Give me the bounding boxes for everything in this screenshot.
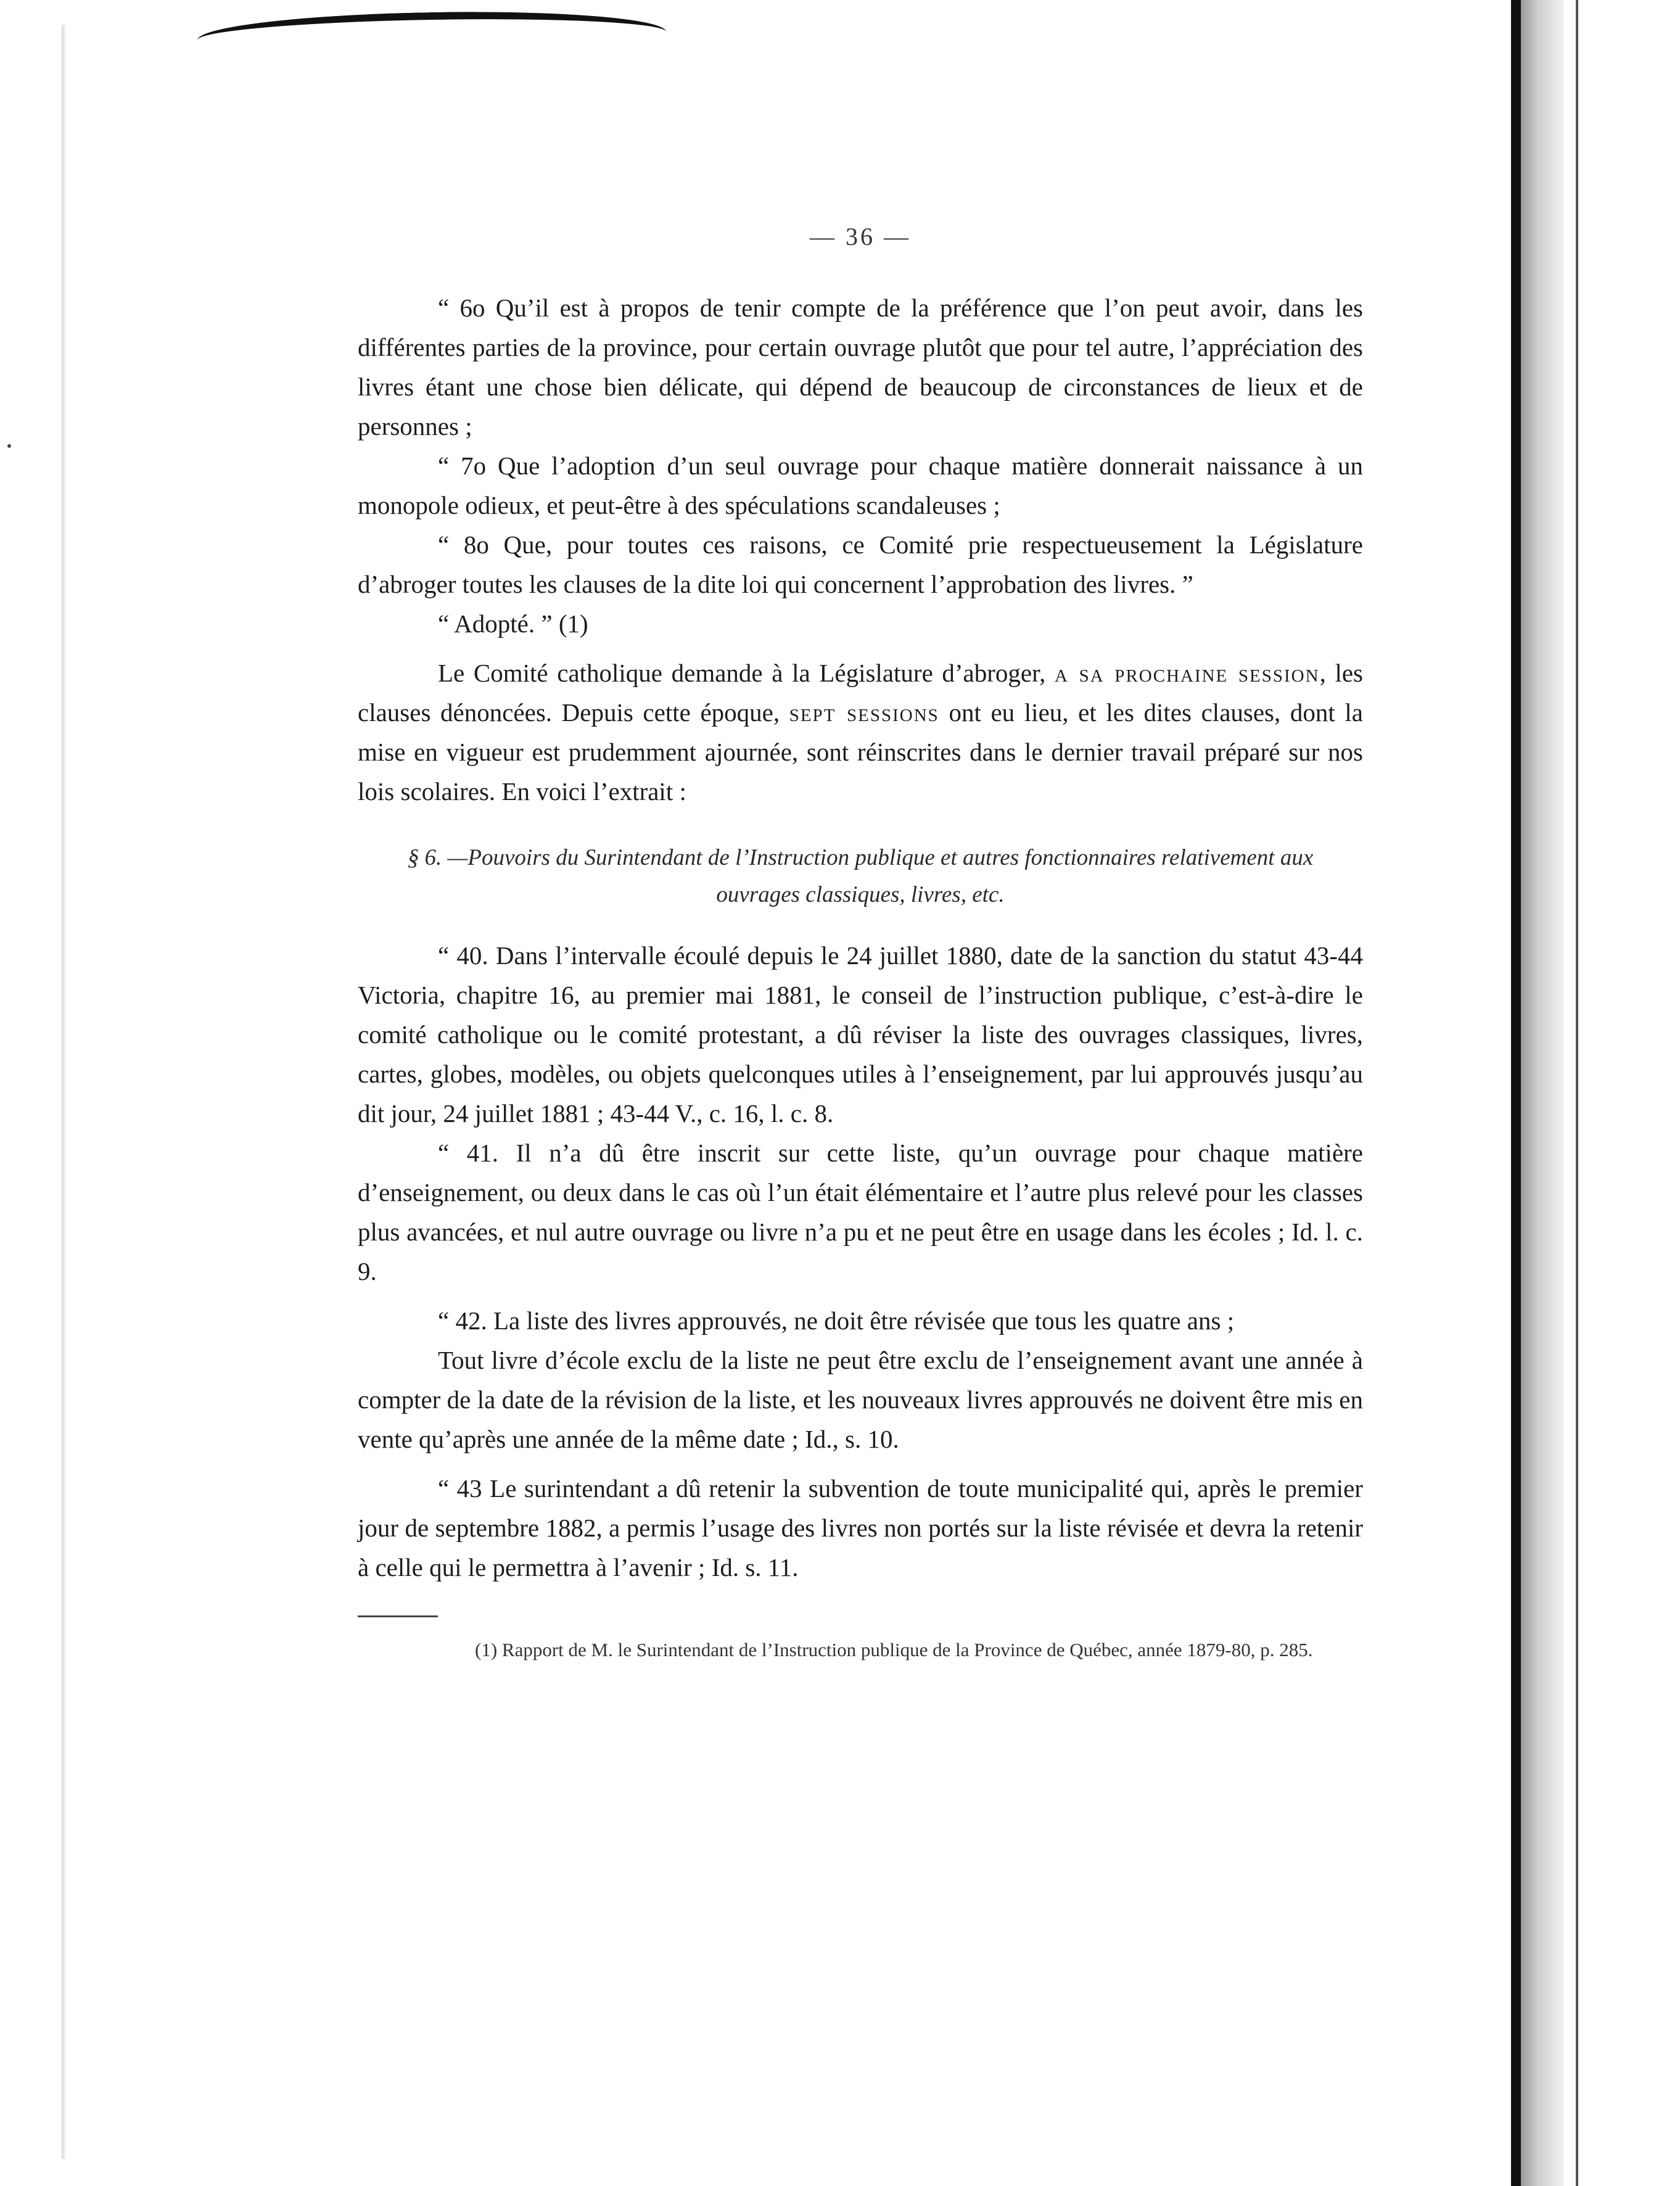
article-41: “ 41. Il n’a dû être inscrit sur cette liste, qu’un ouvrage pour chaque matière d’enseignement, ou deux dans le cas où l’un était élémentaire et l’autre plus relevé pour les classes plus avancées, et nul autre ouvrage ou livre n’a pu et ne peut être en usage dans les écoles ; Id. l. c. 9. [358,1139,1363,1285]
document-page [358,222,1363,1683]
footnote-rule [358,1615,438,1617]
scan-right-border [1511,0,1521,2186]
comite-text-2: , les clauses dénoncées. Depuis cette époque, [358,659,1363,727]
scan-smudge [197,8,667,44]
comite-smallcaps-2: sept sessions [789,698,939,727]
paragraph-6o: “ 6o Qu’il est à propos de tenir compte de la préférence que l’on peut avoir, dans les différentes parties de la province, pour certain ouvrage plutôt que pour tel autre, l’appréciation des livres étant une chose bien délicate, qui dépend de beaucoup de circonstances de lieux et de personnes ; [358,294,1363,440]
comite-text-3: ont eu lieu, et les dites clauses, dont la mise en vigueur est prudemment ajournée, sont réinscrites dans le dernier travail préparé sur nos lois scolaires. En voici l’extrait : [358,698,1363,806]
article-42: “ 42. La liste des livres approuvés, ne doit être révisée que tous les quatre ans ; [438,1306,1235,1335]
article-43: “ 43 Le surintendant a dû retenir la subvention de toute municipalité qui, après le premier jour de septembre 1882, a permis l’usage des livres non portés sur la liste révisée et devra la retenir à celle qui le permettra à l’avenir ; Id. s. 11. [358,1474,1363,1582]
article-42-continued: Tout livre d’école exclu de la liste ne peut être exclu de l’enseignement avant une année à compter de la date de la révision de la liste, et les nouveaux livres approuvés ne doivent être mis en vente qu’après une année de la même date ; Id., s. 10. [358,1346,1363,1453]
article-40: “ 40. Dans l’intervalle écoulé depuis le 24 juillet 1880, date de la sanction du statut 43-44 Victoria, chapitre 16, au premier mai 1881, le conseil de l’instruction publique, c’est-à-dire le comité catholique ou le comité protestant, a dû réviser la liste des ouvrages classiques, livres, cartes, globes, modèles, ou objets quelconques utiles à l’enseignement, par lui approuvés jusqu’au dit jour, 24 juillet 1881 ; 43-44 V., c. 16, l. c. 8. [358,941,1363,1128]
comite-smallcaps-1: a sa prochaine session [1055,659,1320,687]
paragraph-comite-catholique [358,653,1363,811]
comite-text-1: Le Comité catholique demande à la Législature d’abroger, [438,659,1055,687]
page-left-edge [62,25,67,2159]
page-number: — 36 — [810,223,911,250]
scan-right-shadow [1521,0,1564,2186]
paragraph-adopte: “ Adopté. ” (1) [438,609,588,638]
section-heading: § 6. —Pouvoirs du Surintendant de l’Instruction publique et autres fonctionnaires relativement aux ouvrages classiques, livres, etc. [407,845,1314,907]
paragraph-7o: “ 7o Que l’adoption d’un seul ouvrage pour chaque matière donnerait naissance à un monopole odieux, et peut-être à des spéculations scandaleuses ; [358,452,1363,519]
paragraph-8o: “ 8o Que, pour toutes ces raisons, ce Comité prie respectueusement la Législature d’abroger toutes les clauses de la dite loi qui concernent l’approbation des livres. ” [358,530,1363,598]
scan-speck [7,444,11,448]
scan-right-rule [1576,0,1578,2186]
footnote: (1) Rapport de M. le Surintendant de l’Instruction publique de la Province de Québec, année 1879-80, p. 285. [475,1639,1313,1660]
